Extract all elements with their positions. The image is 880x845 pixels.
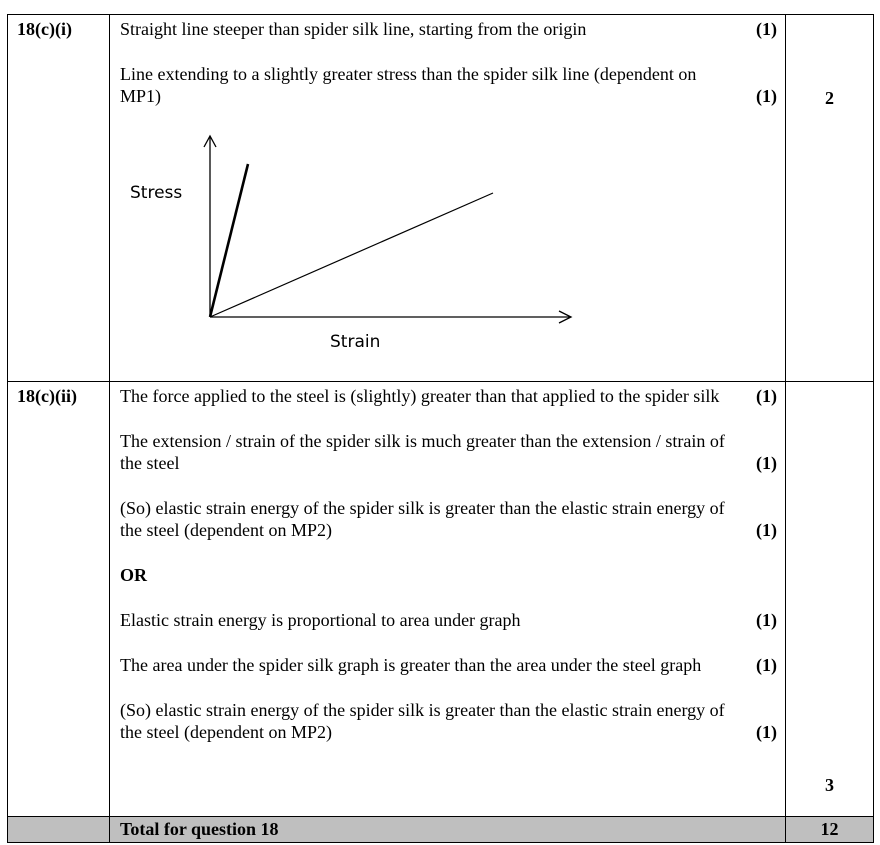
or-label: OR <box>120 565 147 585</box>
mark-point <box>120 497 777 541</box>
mark-value: (1) <box>756 86 777 106</box>
grand-total: 12 <box>786 817 874 843</box>
answer-cell <box>110 382 786 817</box>
x-axis-label: Strain <box>330 332 381 352</box>
total-cell <box>786 15 874 382</box>
total-cell <box>786 382 874 817</box>
mark-point-text: The extension / strain of the spider silk is much greater than the extension / strain of the steel <box>120 431 725 473</box>
stress-strain-graph <box>120 107 720 352</box>
mark-point-text: Line extending to a slightly greater stress than the spider silk line (dependent on MP1) <box>120 64 697 106</box>
answer-cell <box>110 15 786 382</box>
total-marks: 3 <box>825 775 834 795</box>
mark-point-text: The area under the spider silk graph is greater than the area under the steel graph <box>120 655 702 675</box>
mark-point-text: The force applied to the steel is (slightly) greater than that applied to the spider silk <box>120 386 720 406</box>
question-number: 18(c)(i) <box>8 15 110 382</box>
row-18ci <box>8 15 874 382</box>
mark-scheme-table <box>7 14 874 843</box>
mark-value: (1) <box>756 610 777 630</box>
mark-point-text: (So) elastic strain energy of the spider silk is greater than the elastic strain energy of the steel (dependent on MP2) <box>120 700 725 742</box>
mark-point <box>120 63 777 107</box>
mark-point-text: Straight line steeper than spider silk line, starting from the origin <box>120 19 587 39</box>
steel-line <box>210 164 248 317</box>
mark-value: (1) <box>756 722 777 742</box>
mark-point <box>120 654 777 676</box>
total-row-blank <box>8 817 110 843</box>
mark-point <box>120 699 777 743</box>
mark-value: (1) <box>756 386 777 406</box>
mark-point <box>120 18 777 40</box>
spider-silk-line <box>210 193 493 317</box>
mark-point-text: (So) elastic strain energy of the spider silk is greater than the elastic strain energy of the steel (dependent on MP2) <box>120 498 725 540</box>
mark-point-text: Elastic strain energy is proportional to area under graph <box>120 610 521 630</box>
mark-value: (1) <box>756 453 777 473</box>
mark-value: (1) <box>756 19 777 39</box>
row-18cii <box>8 382 874 817</box>
mark-point <box>120 385 777 407</box>
total-marks: 2 <box>825 88 834 108</box>
y-axis-label: Stress <box>130 183 183 203</box>
mark-value: (1) <box>756 520 777 540</box>
mark-value: (1) <box>756 655 777 675</box>
question-number: 18(c)(ii) <box>8 382 110 817</box>
total-label: Total for question 18 <box>110 817 786 843</box>
graph-svg <box>120 107 720 345</box>
mark-point <box>120 430 777 474</box>
mark-point <box>120 609 777 631</box>
total-row <box>8 817 874 843</box>
